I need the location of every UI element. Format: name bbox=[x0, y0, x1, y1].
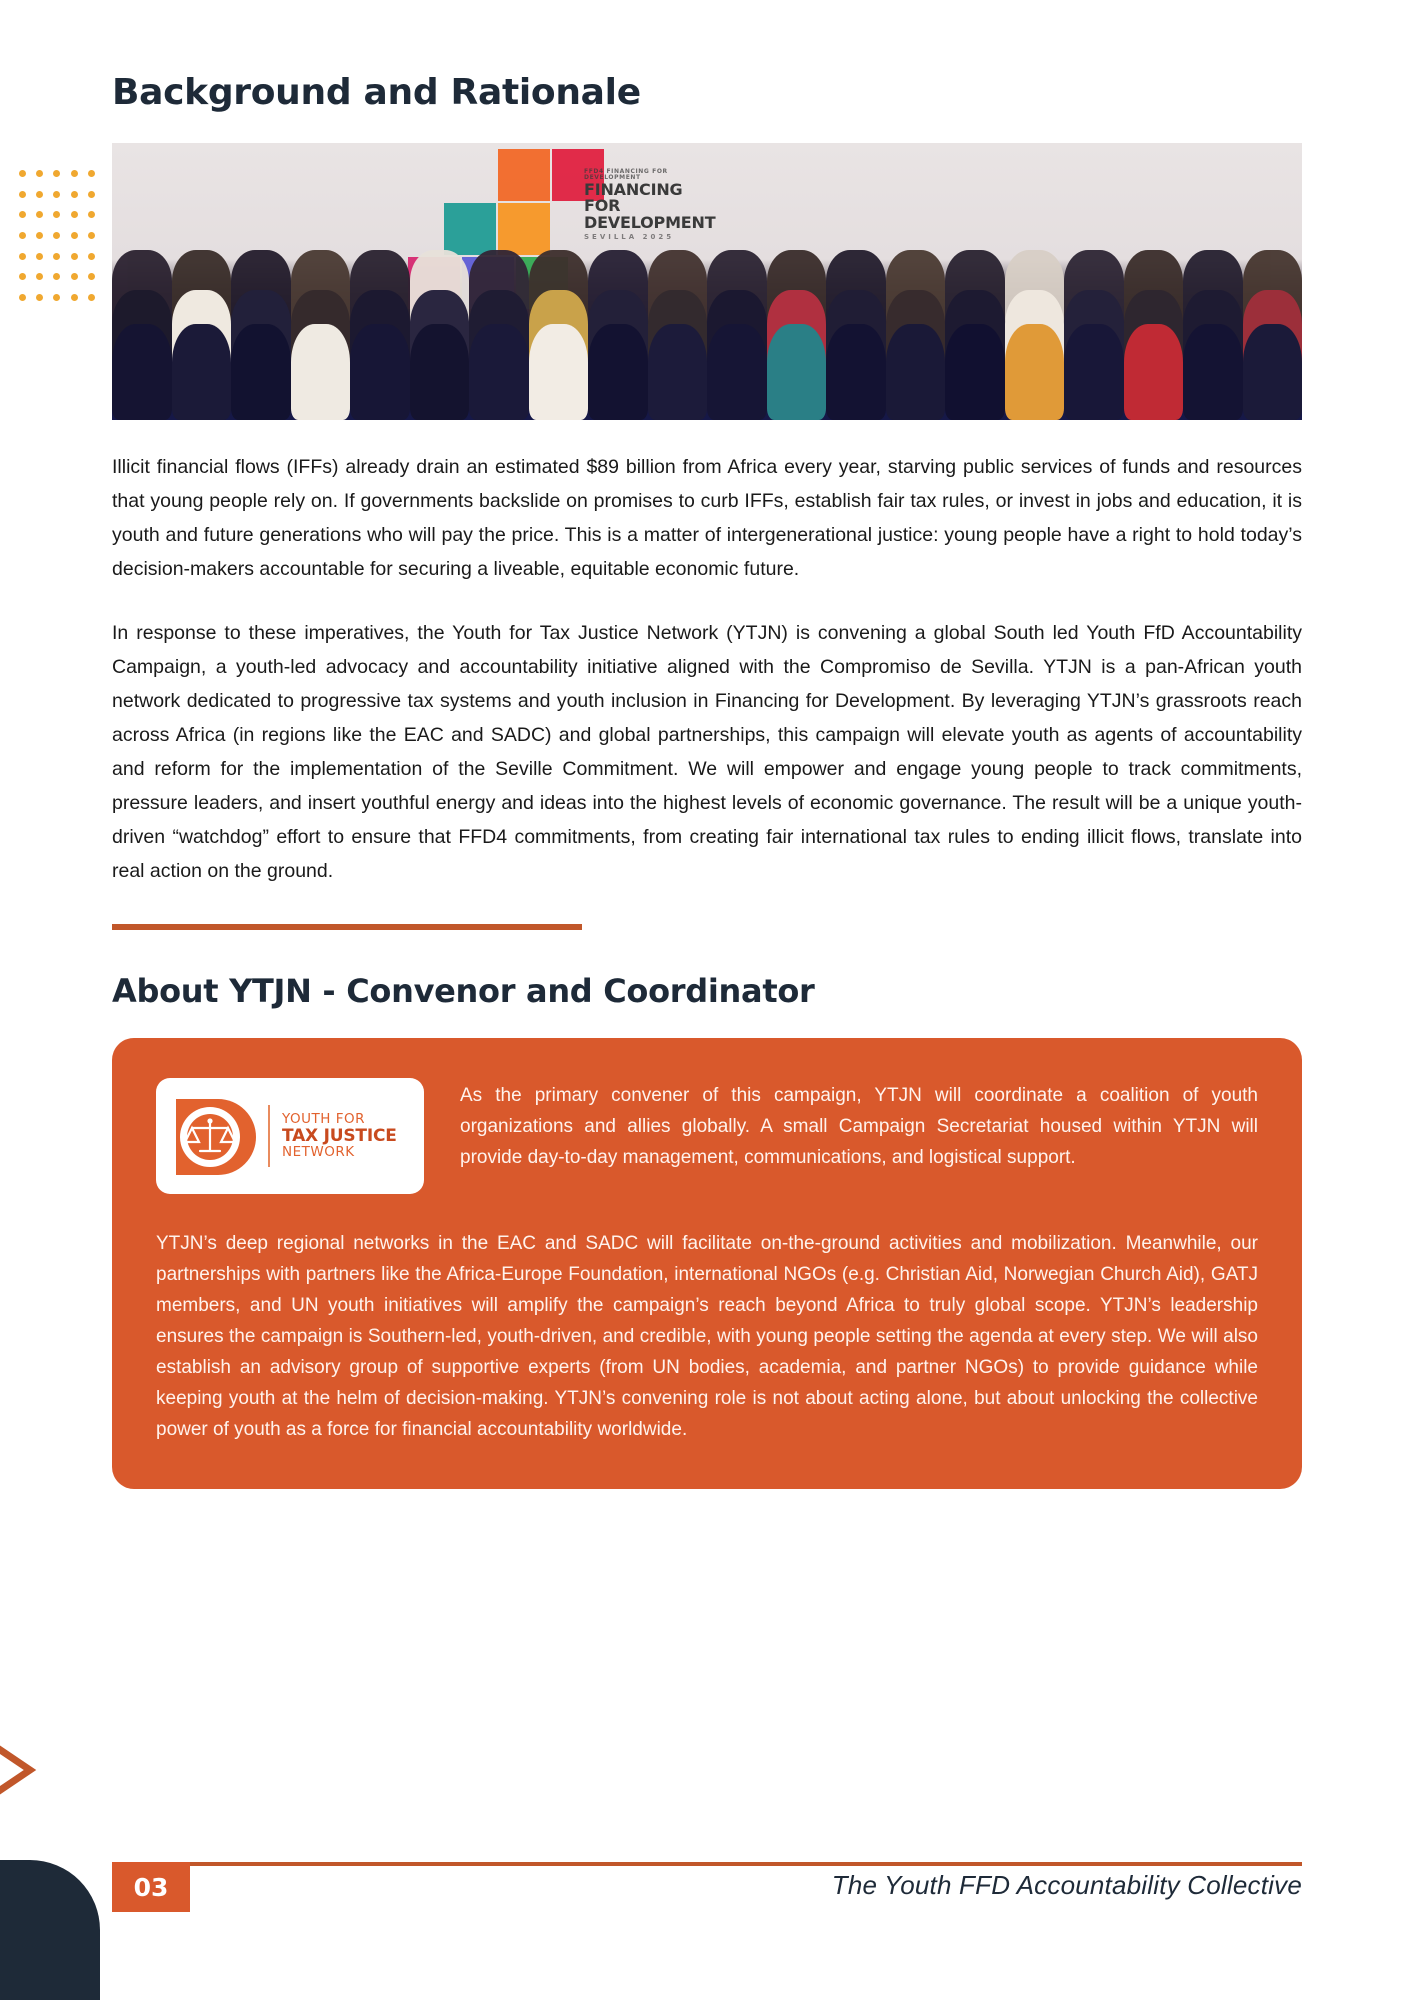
background-paragraph-1: Illicit financial flows (IFFs) already drain an estimated $89 billion from Africa every year, starving public services of funds and resources that young people rely on. If governments backslide on promises to curb IFFs, establish fair tax rules, or invest in jobs and education, it is youth and future generations who will pay the price. This is a matter of intergenerational justice: young people have a right to hold today’s decision-makers accountable for securing a liveable, equitable economic future. bbox=[112, 456, 1302, 580]
scales-of-justice-icon bbox=[170, 1093, 256, 1179]
ffd-banner-text bbox=[584, 168, 716, 241]
photo-crowd bbox=[112, 250, 1302, 420]
page-number-badge: 03 bbox=[112, 1862, 190, 1912]
ffd-banner-eyebrow: FFD4 FINANCING FOR DEVELOPMENT bbox=[584, 168, 668, 182]
dot-grid-decoration bbox=[14, 163, 100, 308]
navy-corner-decoration bbox=[0, 1860, 100, 2000]
ytjn-logo-wordmark bbox=[282, 1112, 397, 1160]
ffd-banner-line1: FINANCING FOR bbox=[584, 179, 683, 216]
ffd-banner-line3: SEVILLA 2025 bbox=[584, 232, 675, 241]
ytjn-logo bbox=[156, 1078, 424, 1194]
section-divider-rule bbox=[112, 924, 582, 930]
logo-separator bbox=[268, 1105, 270, 1167]
logo-line-3: NETWORK bbox=[282, 1144, 355, 1161]
about-ytjn-intro-paragraph: As the primary convener of this campaign, YTJN will coordinate a coalition of youth organizations and allies globally. A small Campaign Secretariat housed within YTJN will provide day-to-day management, communications, and logistical support. bbox=[460, 1085, 1258, 1168]
background-paragraph-2: In response to these imperatives, the Youth for Tax Justice Network (YTJN) is convening a global South led Youth FfD Accountability Campaign, a youth-led advocacy and accountability initiative aligned with the Compromiso de Sevilla. YTJN is a pan-African youth network dedicated to progressive tax systems and youth inclusion in Financing for Development. By leveraging YTJN’s grassroots reach across Africa (in regions like the EAC and SADC) and global partnerships, this campaign will elevate youth as agents of accountability and reform for the implementation of the Seville Commitment. We will empower and engage young people to track commitments, pressure leaders, and insert youthful energy and ideas into the highest levels of economic governance. The result will be a unique youth-driven “watchdog” effort to ensure that FFD4 commitments, from creating fair international tax rules to ending illicit flows, translate into real action on the ground. bbox=[112, 622, 1302, 882]
about-ytjn-title: About YTJN - Convenor and Coordinator bbox=[112, 972, 815, 1010]
about-ytjn-card bbox=[112, 1038, 1302, 1489]
logo-line-1: YOUTH FOR bbox=[282, 1110, 365, 1127]
ffd-banner-line2: DEVELOPMENT bbox=[584, 213, 716, 233]
crowd-row-front bbox=[112, 324, 1302, 420]
page-content bbox=[112, 0, 1302, 2000]
about-ytjn-body-paragraph: YTJN’s deep regional networks in the EAC and SADC will facilitate on-the-ground activities and mobilization. Meanwhile, our partnerships with partners like the Africa-Europe Foundation, international NGOs (e.g. Christian Aid, Norwegian Church Aid), GATJ members, and UN youth initiatives will amplify the campaign’s reach beyond Africa to truly global scope. YTJN’s leadership ensures the campaign is Southern-led, youth-driven, and credible, with young people setting the agenda at every step. We will also establish an advisory group of supportive experts (from UN bodies, academia, and partner NGOs) to provide guidance while keeping youth at the helm of decision-making. YTJN’s convening role is not about acting alone, but about unlocking the collective power of youth as a force for financial accountability worldwide. bbox=[156, 1233, 1258, 1440]
about-ytjn-card-top bbox=[156, 1078, 1258, 1194]
footer-collective-name: The Youth FFD Accountability Collective bbox=[831, 1870, 1302, 1900]
conference-photo bbox=[112, 143, 1302, 420]
logo-line-2: TAX JUSTICE bbox=[282, 1125, 397, 1146]
chevron-decoration bbox=[0, 1710, 80, 1830]
page-title: Background and Rationale bbox=[112, 72, 641, 113]
